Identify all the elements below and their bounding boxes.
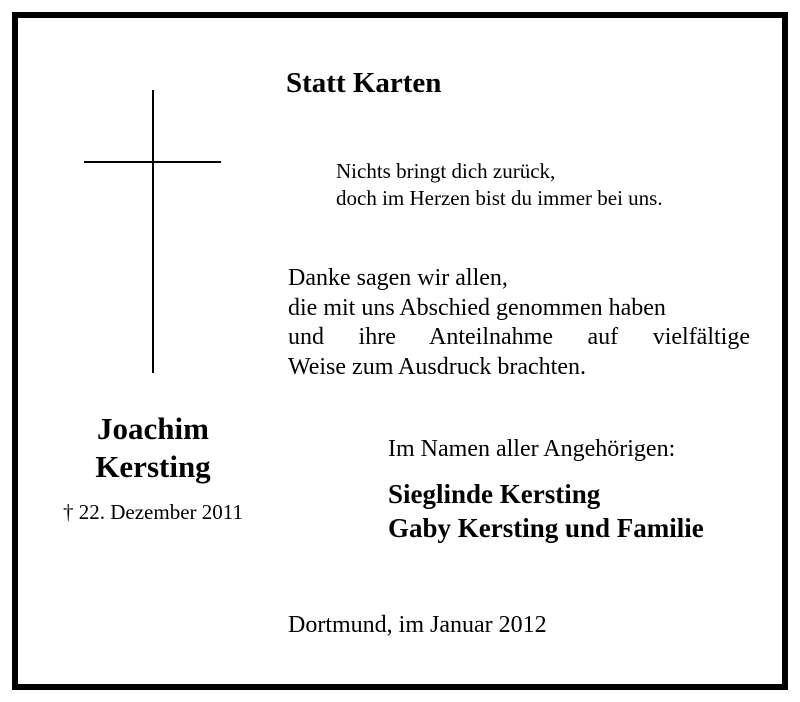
on-behalf-line: Im Namen aller Angehörigen: xyxy=(388,436,676,462)
deceased-name xyxy=(18,410,288,486)
cross-vertical-bar xyxy=(152,90,154,373)
thanks-line: Weise zum Ausdruck brachten. xyxy=(288,353,586,380)
mourner-name: Sieglinde Kersting xyxy=(388,479,601,509)
place-and-date: Dortmund, im Januar 2012 xyxy=(288,612,547,638)
thanks-line: Danke sagen wir allen, xyxy=(288,265,508,291)
mourners-names xyxy=(388,477,704,545)
motto-line: Nichts bringt dich zurück, xyxy=(336,159,556,183)
death-date: † 22. Dezember 2011 xyxy=(63,500,243,524)
deceased-first-name: Joachim xyxy=(97,411,209,446)
motto-line: doch im Herzen bist du immer bei uns. xyxy=(336,186,663,210)
thanks-line: die mit uns Abschied genommen haben xyxy=(288,294,666,321)
obituary-notice xyxy=(12,12,788,690)
thanks-line: und ihre Anteilnahme auf vielfältige xyxy=(288,324,750,350)
motto-quote xyxy=(336,158,663,212)
deceased-last-name: Kersting xyxy=(95,449,211,484)
notice-heading: Statt Karten xyxy=(286,67,442,99)
cross-horizontal-bar xyxy=(84,161,221,163)
thanks-paragraph xyxy=(288,264,750,382)
mourner-name: Gaby Kersting und Familie xyxy=(388,513,704,543)
